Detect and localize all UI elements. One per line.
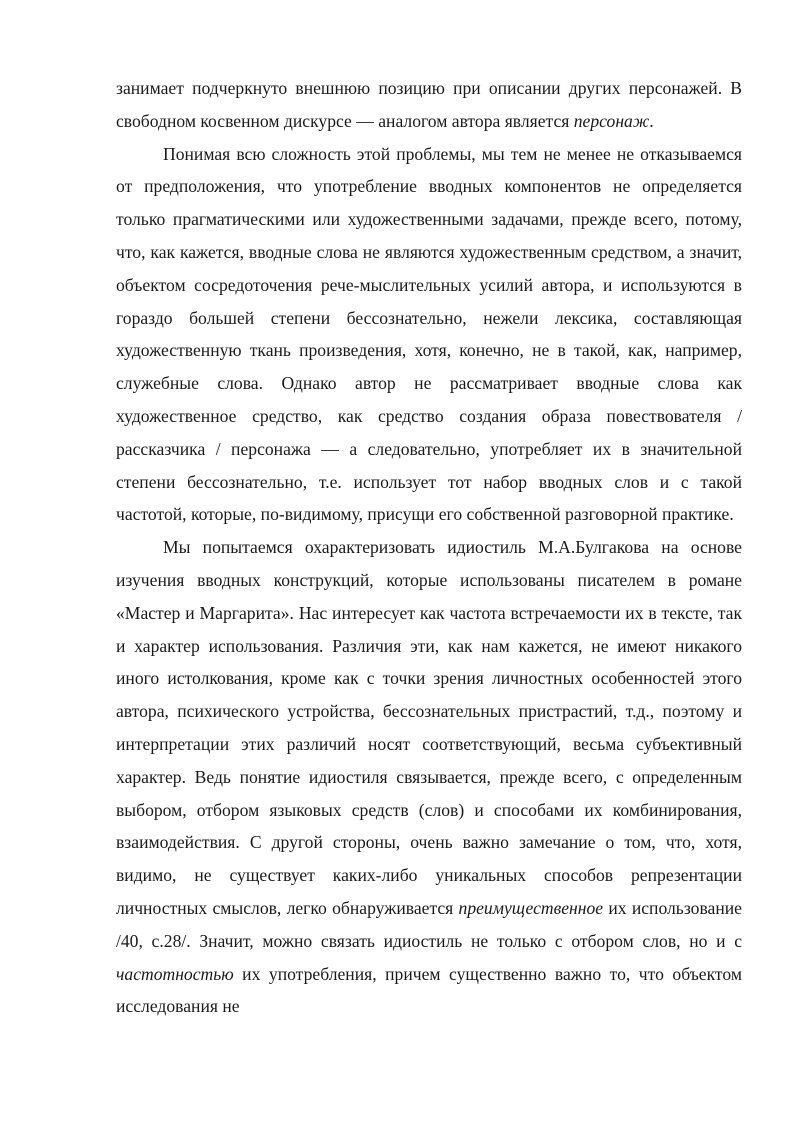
body-text xyxy=(116,72,742,1023)
paragraph-1-text: занимает подчеркнуто внешнюю позицию при описании других персонажей. В свободном косвенном дискурсе — аналогом автора является xyxy=(116,78,742,131)
paragraph-3-text-c: их употребления, причем существенно важно то, что объектом исследования не xyxy=(116,963,742,1017)
paragraph-1 xyxy=(116,72,742,138)
paragraph-1-end: . xyxy=(649,110,654,131)
paragraph-3-text-b: их использование /40, с.28/. Значит, можно связать идиостиль не только с отбором слов, но и с xyxy=(116,897,742,951)
paragraph-3-text-a: Мы попытаемся охарактеризовать идиостиль М.А.Булгакова на основе изучения вводных конструкций, которые использованы писателем в романе «Мастер и Маргарита». Нас интересует как частота встречаемости их в тексте, так и характер использования. Различия эти, как нам кажется, не имеют никакого иного истолкования, кроме как с точки зрения личностных особенностей этого автора, психического устройства, бессознательных пристрастий, т.д., поэтому и интерпретации этих различий носят соответствующий, весьма субъективный характер. Ведь понятие идиостиля связывается, прежде всего, с определенным выбором, отбором языковых средств (слов) и способами их комбинирования, взаимодействия. С другой стороны, очень важно замечание о том, что, хотя, видимо, не существует каких-либо уникальных способов репрезентации личностных смыслов, легко обнаруживается xyxy=(116,537,742,918)
paragraph-3 xyxy=(116,531,742,1023)
paragraph-1-italic-term: персонаж xyxy=(573,110,650,131)
paragraph-3-italic-term-2: частотностью xyxy=(116,963,234,984)
paragraph-3-italic-term-1: преимущественное xyxy=(458,897,604,918)
paragraph-2-text: Понимая всю сложность этой проблемы, мы тем не менее не отказываемся от предположения, что употребление вводных компонентов не определяется только прагматическими или художественными задачами, прежде всего, потому, что, как кажется, вводные слова не являются художественным средством, а значит, объектом сосредоточения рече-мыслительных усилий автора, и используются в гораздо большей степени бессознательно, нежели лексика, составляющая художественную ткань произведения, хотя, конечно, не в такой, как, например, служебные слова. Однако автор не рассматривает вводные слова как художественное средство, как средство создания образа повествователя / рассказчика / персонажа — а следовательно, употребляет их в значительной степени бессознательно, т.е. использует тот набор вводных слов и с такой частотой, которые, по-видимому, присущи его собственной разговорной практике. xyxy=(116,143,742,525)
paragraph-2 xyxy=(116,138,742,532)
